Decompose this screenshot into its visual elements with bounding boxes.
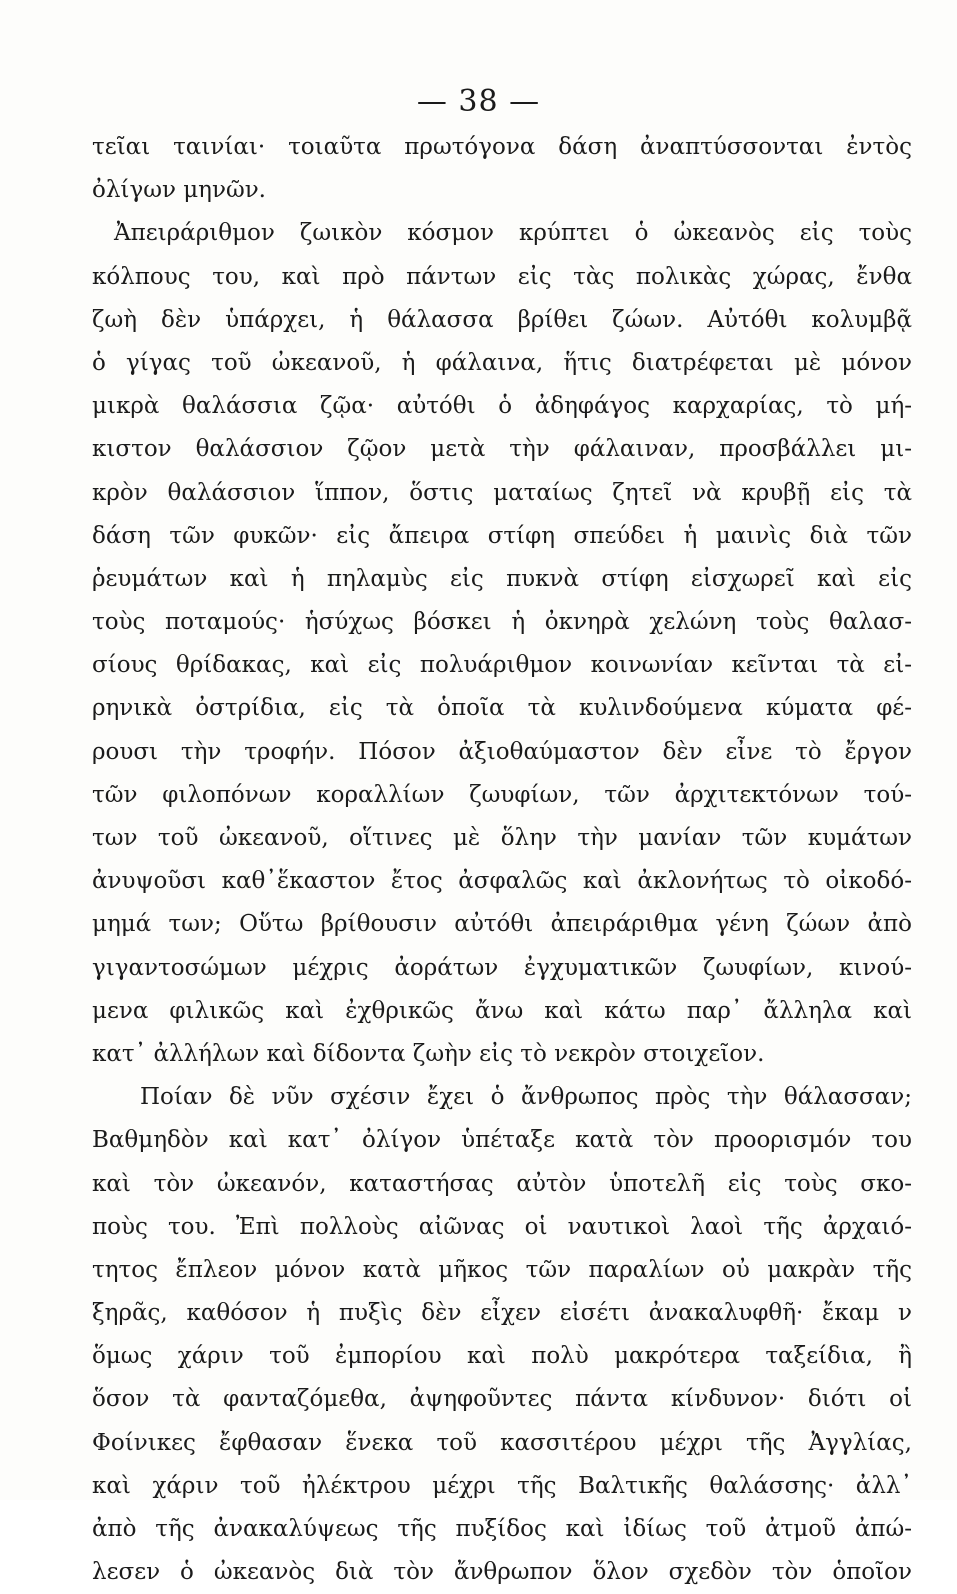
text-line: κρὸν θαλάσσιον ἵππον, ὅστις ματαίως ζητεῖ νὰ κρυβῇ εἰς τὰ bbox=[92, 479, 912, 506]
text-line: μικρὰ θαλάσσια ζῷα· αὐτόθι ὁ ἀδηφάγος καρχαρίας, τὸ μή- bbox=[92, 393, 912, 420]
text-line: γιγαντοσώμων μέχρις ἀοράτων ἐγχυματικῶν ζωυφίων, κινού- bbox=[92, 954, 912, 981]
text-line: ἀνυψοῦσι καθ᾽ἕκαστον ἔτος ἀσφαλῶς καὶ ἀκλονήτως τὸ οἰκοδό- bbox=[92, 868, 912, 895]
text-line: κατ᾽ ἀλλήλων καὶ δίδοντα ζωὴν εἰς τὸ νεκρὸν στοιχεῖον. bbox=[92, 1040, 765, 1067]
text-line: τητος ἔπλεον μόνον κατὰ μῆκος τῶν παραλίων οὐ μακρὰν τῆς bbox=[92, 1256, 912, 1283]
text-line: ὁ γίγας τοῦ ὠκεανοῦ, ἡ φάλαινα, ἥτις διατρέφεται μὲ μόνον bbox=[92, 349, 912, 376]
text-line: ποὺς του. Ἐπὶ πολλοὺς αἰῶνας οἱ ναυτικοὶ λαοὶ τῆς ἀρχαιό- bbox=[92, 1213, 912, 1240]
page-number: — 38 — bbox=[416, 84, 541, 119]
text-line: ὅμως χάριν τοῦ ἐμπορίου καὶ πολὺ μακρότερα ταξείδια, ἢ bbox=[92, 1343, 912, 1370]
text-line: σίους θρίδακας, καὶ εἰς πολυάριθμον κοινωνίαν κεῖνται τὰ εἰ- bbox=[92, 652, 912, 679]
text-line: ὀλίγων μηνῶν. bbox=[92, 177, 266, 204]
text-line: κιστον θαλάσσιον ζῷον μετὰ τὴν φάλαιναν, προσβάλλει μι- bbox=[92, 436, 912, 463]
text-line: μενα φιλικῶς καὶ ἐχθρικῶς ἄνω καὶ κάτω παρ᾽ ἄλληλα καὶ bbox=[92, 997, 912, 1024]
text-line: Ἀπειράριθμον ζωικὸν κόσμον κρύπτει ὁ ὠκεανὸς εἰς τοὺς bbox=[114, 220, 912, 247]
text-line: δάση τῶν φυκῶν· εἰς ἄπειρα στίφη σπεύδει ἡ μαινὶς διὰ τῶν bbox=[92, 522, 912, 549]
text-line: ρουσι τὴν τροφήν. Πόσον ἀξιοθαύμαστον δὲν εἶνε τὸ ἔργον bbox=[92, 738, 912, 765]
text-line: Ποίαν δὲ νῦν σχέσιν ἔχει ὁ ἄνθρωπος πρὸς τὴν θάλασσαν; bbox=[140, 1084, 912, 1111]
text-line: ζωὴ δὲν ὑπάρχει, ἡ θάλασσα βρίθει ζώων. Αὐτόθι κολυμβᾷ bbox=[92, 306, 912, 333]
text-line: Φοίνικες ἔφθασαν ἕνεκα τοῦ κασσιτέρου μέχρι τῆς Ἀγγλίας, bbox=[92, 1429, 912, 1456]
text-line: κόλπους του, καὶ πρὸ πάντων εἰς τὰς πολικὰς χώρας, ἔνθα bbox=[92, 263, 912, 290]
text-line: καὶ τὸν ὠκεανόν, καταστήσας αὐτὸν ὑποτελῆ εἰς τοὺς σκο- bbox=[92, 1170, 912, 1197]
text-line: μημά των; Οὕτω βρίθουσιν αὐτόθι ἀπειράριθμα γένη ζώων ἀπὸ bbox=[92, 911, 912, 938]
text-line: τοὺς ποταμούς· ἡσύχως βόσκει ἡ ὀκνηρὰ χελώνη τοὺς θαλασ- bbox=[92, 609, 912, 636]
text-line: τῶν φιλοπόνων κοραλλίων ζωυφίων, τῶν ἀρχιτεκτόνων τού- bbox=[92, 781, 912, 808]
body-text bbox=[92, 126, 912, 1594]
text-line: ρηνικὰ ὀστρίδια, εἰς τὰ ὁποῖα τὰ κυλινδούμενα κύματα φέ- bbox=[92, 695, 912, 722]
text-line: Βαθμηδὸν καὶ κατ᾽ ὀλίγον ὑπέταξε κατὰ τὸν προορισμόν του bbox=[92, 1127, 912, 1154]
text-line: των τοῦ ὠκεανοῦ, οἵτινες μὲ ὅλην τὴν μανίαν τῶν κυμάτων bbox=[92, 825, 912, 851]
text-line: λεσεν ὁ ὠκεανὸς διὰ τὸν ἄνθρωπον ὅλον σχεδὸν τὸν ὁποῖον bbox=[92, 1559, 912, 1586]
text-line: καὶ χάριν τοῦ ἠλέκτρου μέχρι τῆς Βαλτικῆς θαλάσσης· ἀλλ᾽ bbox=[92, 1472, 912, 1499]
text-line: ἀπὸ τῆς ἀνακαλύψεως τῆς πυξίδος καὶ ἰδίως τοῦ ἀτμοῦ ἀπώ- bbox=[92, 1516, 912, 1542]
text-line: ῥευμάτων καὶ ἡ πηλαμὺς εἰς πυκνὰ στίφη εἰσχωρεῖ καὶ εἰς bbox=[92, 565, 912, 592]
text-line: ξηρᾶς, καθόσον ἡ πυξὶς δὲν εἶχεν εἰσέτι ἀνακαλυφθῆ· ἔκαμ ν bbox=[92, 1300, 912, 1327]
text-line: τεῖαι ταινίαι· τοιαῦτα πρωτόγονα δάση ἀναπτύσσονται ἐντὸς bbox=[92, 134, 912, 160]
text-line: ὅσον τὰ φανταζόμεθα, ἀψηφοῦντες πάντα κίνδυνον· διότι οἱ bbox=[92, 1386, 912, 1413]
